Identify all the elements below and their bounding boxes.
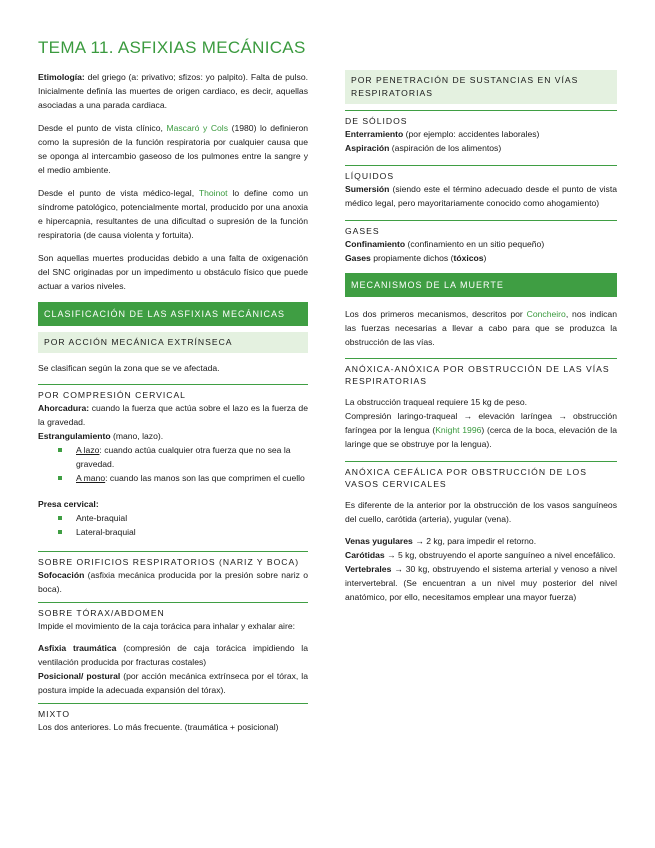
- page-title: TEMA 11. ASFIXIAS MECÁNICAS: [38, 38, 306, 57]
- presa-cervical-line: [38, 497, 308, 511]
- clinico-paragraph: [38, 121, 308, 177]
- medico-legal-post: lo define como un síndrome patológico, potencialmente mortal, producido por una anoxia e hipercapnia, resultantes de una dificultad o supresión de la función respiratoria (de causa violenta y fortuita).: [38, 188, 308, 240]
- bullet-icon: [58, 530, 62, 534]
- ahorcadura-label: Ahorcadura:: [38, 403, 90, 413]
- estrangulamiento-label: Estrangulamiento: [38, 431, 111, 441]
- penetracion-header: POR PENETRACIÓN DE SUSTANCIAS EN VÍAS RESPIRATORIAS: [345, 70, 617, 104]
- ahorcadura-line: [38, 401, 308, 429]
- torax-title: SOBRE TÓRAX/ABDOMEN: [38, 602, 308, 619]
- gases-text: propiamente dichos (: [370, 253, 454, 263]
- sofocacion-label: Sofocación: [38, 570, 85, 580]
- presa-cervical-label: Presa cervical:: [38, 499, 99, 509]
- presa-cervical-list: [38, 511, 308, 539]
- concheiro-link[interactable]: Concheiro: [526, 309, 566, 319]
- list-item: [76, 471, 308, 485]
- posicional-line: [38, 669, 308, 697]
- bullet-icon: [58, 476, 62, 480]
- liquidos-title: LÍQUIDOS: [345, 165, 617, 182]
- asfixia-traumatica-label: Asfixia traumática: [38, 643, 117, 653]
- enterramiento-text: (por ejemplo: accidentes laborales): [403, 129, 540, 139]
- list-item: [76, 511, 308, 525]
- mixto-title: MIXTO: [38, 703, 308, 720]
- a-mano-text: : cuando las manos son las que comprimen el cuello: [105, 473, 305, 483]
- gases-label: Gases: [345, 253, 371, 263]
- compresion-cervical-title: POR COMPRESIÓN CERVICAL: [38, 384, 308, 401]
- bullet-icon: [58, 516, 62, 520]
- yugulares-label: Venas yugulares: [345, 536, 413, 546]
- anoxica-post: ) (cerca de la boca, elevación de la laringe que se obstruye por la lengua).: [345, 425, 618, 449]
- mascaro-link[interactable]: Mascaró y Cols: [166, 123, 229, 133]
- a-lazo-label: A lazo: [76, 445, 100, 455]
- asfixia-traumatica-text: (compresión de caja torácica impidiendo la ventilación producida por fracturas costales): [38, 643, 308, 667]
- etimologia-paragraph: [38, 70, 308, 112]
- ahorcadura-text: cuando la fuerza que actúa sobre el lazo es la fuerza de la gravedad.: [38, 403, 308, 427]
- presa-item-text: Lateral-braquial: [76, 527, 136, 537]
- mecanismos-pre: Los dos primeros mecanismos, descritos por: [345, 309, 527, 319]
- carotidas-label: Carótidas: [345, 550, 385, 560]
- mecanismos-header: MECANISMOS DE LA MUERTE: [345, 273, 617, 297]
- anoxica-pre: Compresión laringo-traqueal → elevación laríngea → obstrucción faríngea por la lengua (: [345, 411, 617, 435]
- orificios-title: SOBRE ORIFICIOS RESPIRATORIOS (NARIZ Y BOCA): [38, 551, 308, 568]
- presa-item-text: Ante-braquial: [76, 513, 128, 523]
- clinico-post: (1980) lo definieron como la supresión de la función respiratoria por cualquier causa que se oponga al intercambio gaseoso de los pulmones entre la sangre y el medio ambiente.: [38, 123, 309, 175]
- solidos-title: DE SÓLIDOS: [345, 110, 617, 127]
- clasifica-text: Se clasifican según la zona que se ve afectada.: [38, 363, 220, 373]
- list-item: [76, 525, 308, 539]
- etimologia-text: del griego (a: privativo; sfizos: yo palpito). Falta de pulso. Inicialmente definía las muertes de origen cardiaco, es decir, aquellas asociadas a una parada cardiaca.: [38, 72, 308, 110]
- anoxica-title: ANÓXICA-ANÓXICA POR OBSTRUCCIÓN DE LAS VÍAS RESPIRATORIAS: [345, 358, 617, 387]
- torax-intro: Impide el movimiento de la caja torácica para inhalar y exhalar aire:: [38, 621, 295, 631]
- medico-legal-pre: Desde el punto de vista médico-legal,: [38, 188, 199, 198]
- aspiracion-text: (aspiración de los alimentos): [389, 143, 502, 153]
- yugulares-line: [345, 534, 617, 548]
- definicion-paragraph: Son aquellas muertes producidas debido a una falta de oxigenación del SNC originadas por un impedimento u obstáculo físico que puede actuar a varios niveles.: [38, 253, 308, 291]
- sumersion-label: Sumersión: [345, 184, 390, 194]
- clinico-pre: Desde el punto de vista clínico,: [38, 123, 167, 133]
- gases-text-end: ): [483, 253, 487, 263]
- bullet-icon: [58, 448, 62, 452]
- accion-mecanica-header: POR ACCIÓN MECÁNICA EXTRÍNSECA: [38, 332, 308, 353]
- clasificacion-header: CLASIFICACIÓN DE LAS ASFIXIAS MECÁNICAS: [38, 302, 308, 326]
- sumersion-text: (siendo este el término adecuado desde el punto de vista médico legal, pero mayoritariamente conocido como ahogamiento): [345, 184, 617, 208]
- mecanismos-post: , nos indican las fuerzas necesarias a llevar a cabo para que se produzca la obstrucción de las vías.: [345, 309, 617, 347]
- anoxica-line-2: [345, 409, 617, 451]
- right-column: [345, 70, 617, 604]
- confinamiento-line: [345, 237, 617, 251]
- cefalica-intro: Es diferente de la anterior por la obstrucción de los vasos sanguíneos del cuello, carótida (arteria), yugular (vena).: [345, 500, 617, 524]
- estrangulamiento-line: [38, 429, 308, 443]
- gases-line: [345, 251, 617, 265]
- anoxica-line-1: La obstrucción traqueal requiere 15 kg de peso.: [345, 397, 528, 407]
- gases-title: GASES: [345, 220, 617, 237]
- medico-legal-paragraph: [38, 186, 308, 242]
- a-lazo-text: : cuando actúa cualquier otra fuerza que no sea la gravedad.: [76, 445, 291, 469]
- confinamiento-text: (confinamiento en un sitio pequeño): [405, 239, 545, 249]
- mecanismos-intro: [345, 307, 617, 349]
- sofocacion-text: (asfixia mecánica producida por la presión sobre nariz o boca).: [38, 570, 308, 594]
- aspiracion-line: [345, 141, 617, 155]
- posicional-label: Posicional/ postural: [38, 671, 121, 681]
- estrangulamiento-text: (mano, lazo).: [110, 431, 164, 441]
- sofocacion-line: [38, 568, 308, 596]
- yugulares-text: → 2 kg, para impedir el retorno.: [412, 536, 537, 546]
- toxicos-label: tóxicos: [453, 253, 484, 263]
- vertebrales-label: Vertebrales: [345, 564, 392, 574]
- left-column: [38, 70, 308, 734]
- knight-link[interactable]: Knight 1996: [435, 425, 482, 435]
- carotidas-text: → 5 kg, obstruyendo el aporte sanguíneo a nivel encefálico.: [384, 550, 616, 560]
- list-item: [76, 443, 308, 471]
- etimologia-label: Etimología:: [38, 72, 85, 82]
- confinamiento-label: Confinamiento: [345, 239, 406, 249]
- mixto-text: Los dos anteriores. Lo más frecuente. (traumática + posicional): [38, 722, 279, 732]
- estrangulamiento-list: [38, 443, 308, 485]
- asfixia-traumatica-line: [38, 641, 308, 669]
- sumersion-line: [345, 182, 617, 210]
- thoinot-link[interactable]: Thoinot: [198, 188, 228, 198]
- vertebrales-text: → 30 kg, obstruyendo el sistema arterial y venoso a nivel intervertebral. (Se encuentran a un nivel muy posterior del nivel anatómico, por ello, necesitamos emplear una mayor fuerza): [345, 564, 617, 602]
- enterramiento-label: Enterramiento: [345, 129, 404, 139]
- aspiracion-label: Aspiración: [345, 143, 390, 153]
- vertebrales-line: [345, 562, 617, 604]
- carotidas-line: [345, 548, 617, 562]
- cefalica-title: ANÓXICA CEFÁLICA POR OBSTRUCCIÓN DE LOS VASOS CERVICALES: [345, 461, 617, 490]
- enterramiento-line: [345, 127, 617, 141]
- a-mano-label: A mano: [76, 473, 106, 483]
- posicional-text: (por acción mecánica extrínseca por el tórax, la postura impide la adecuada expansión del tórax).: [38, 671, 308, 695]
